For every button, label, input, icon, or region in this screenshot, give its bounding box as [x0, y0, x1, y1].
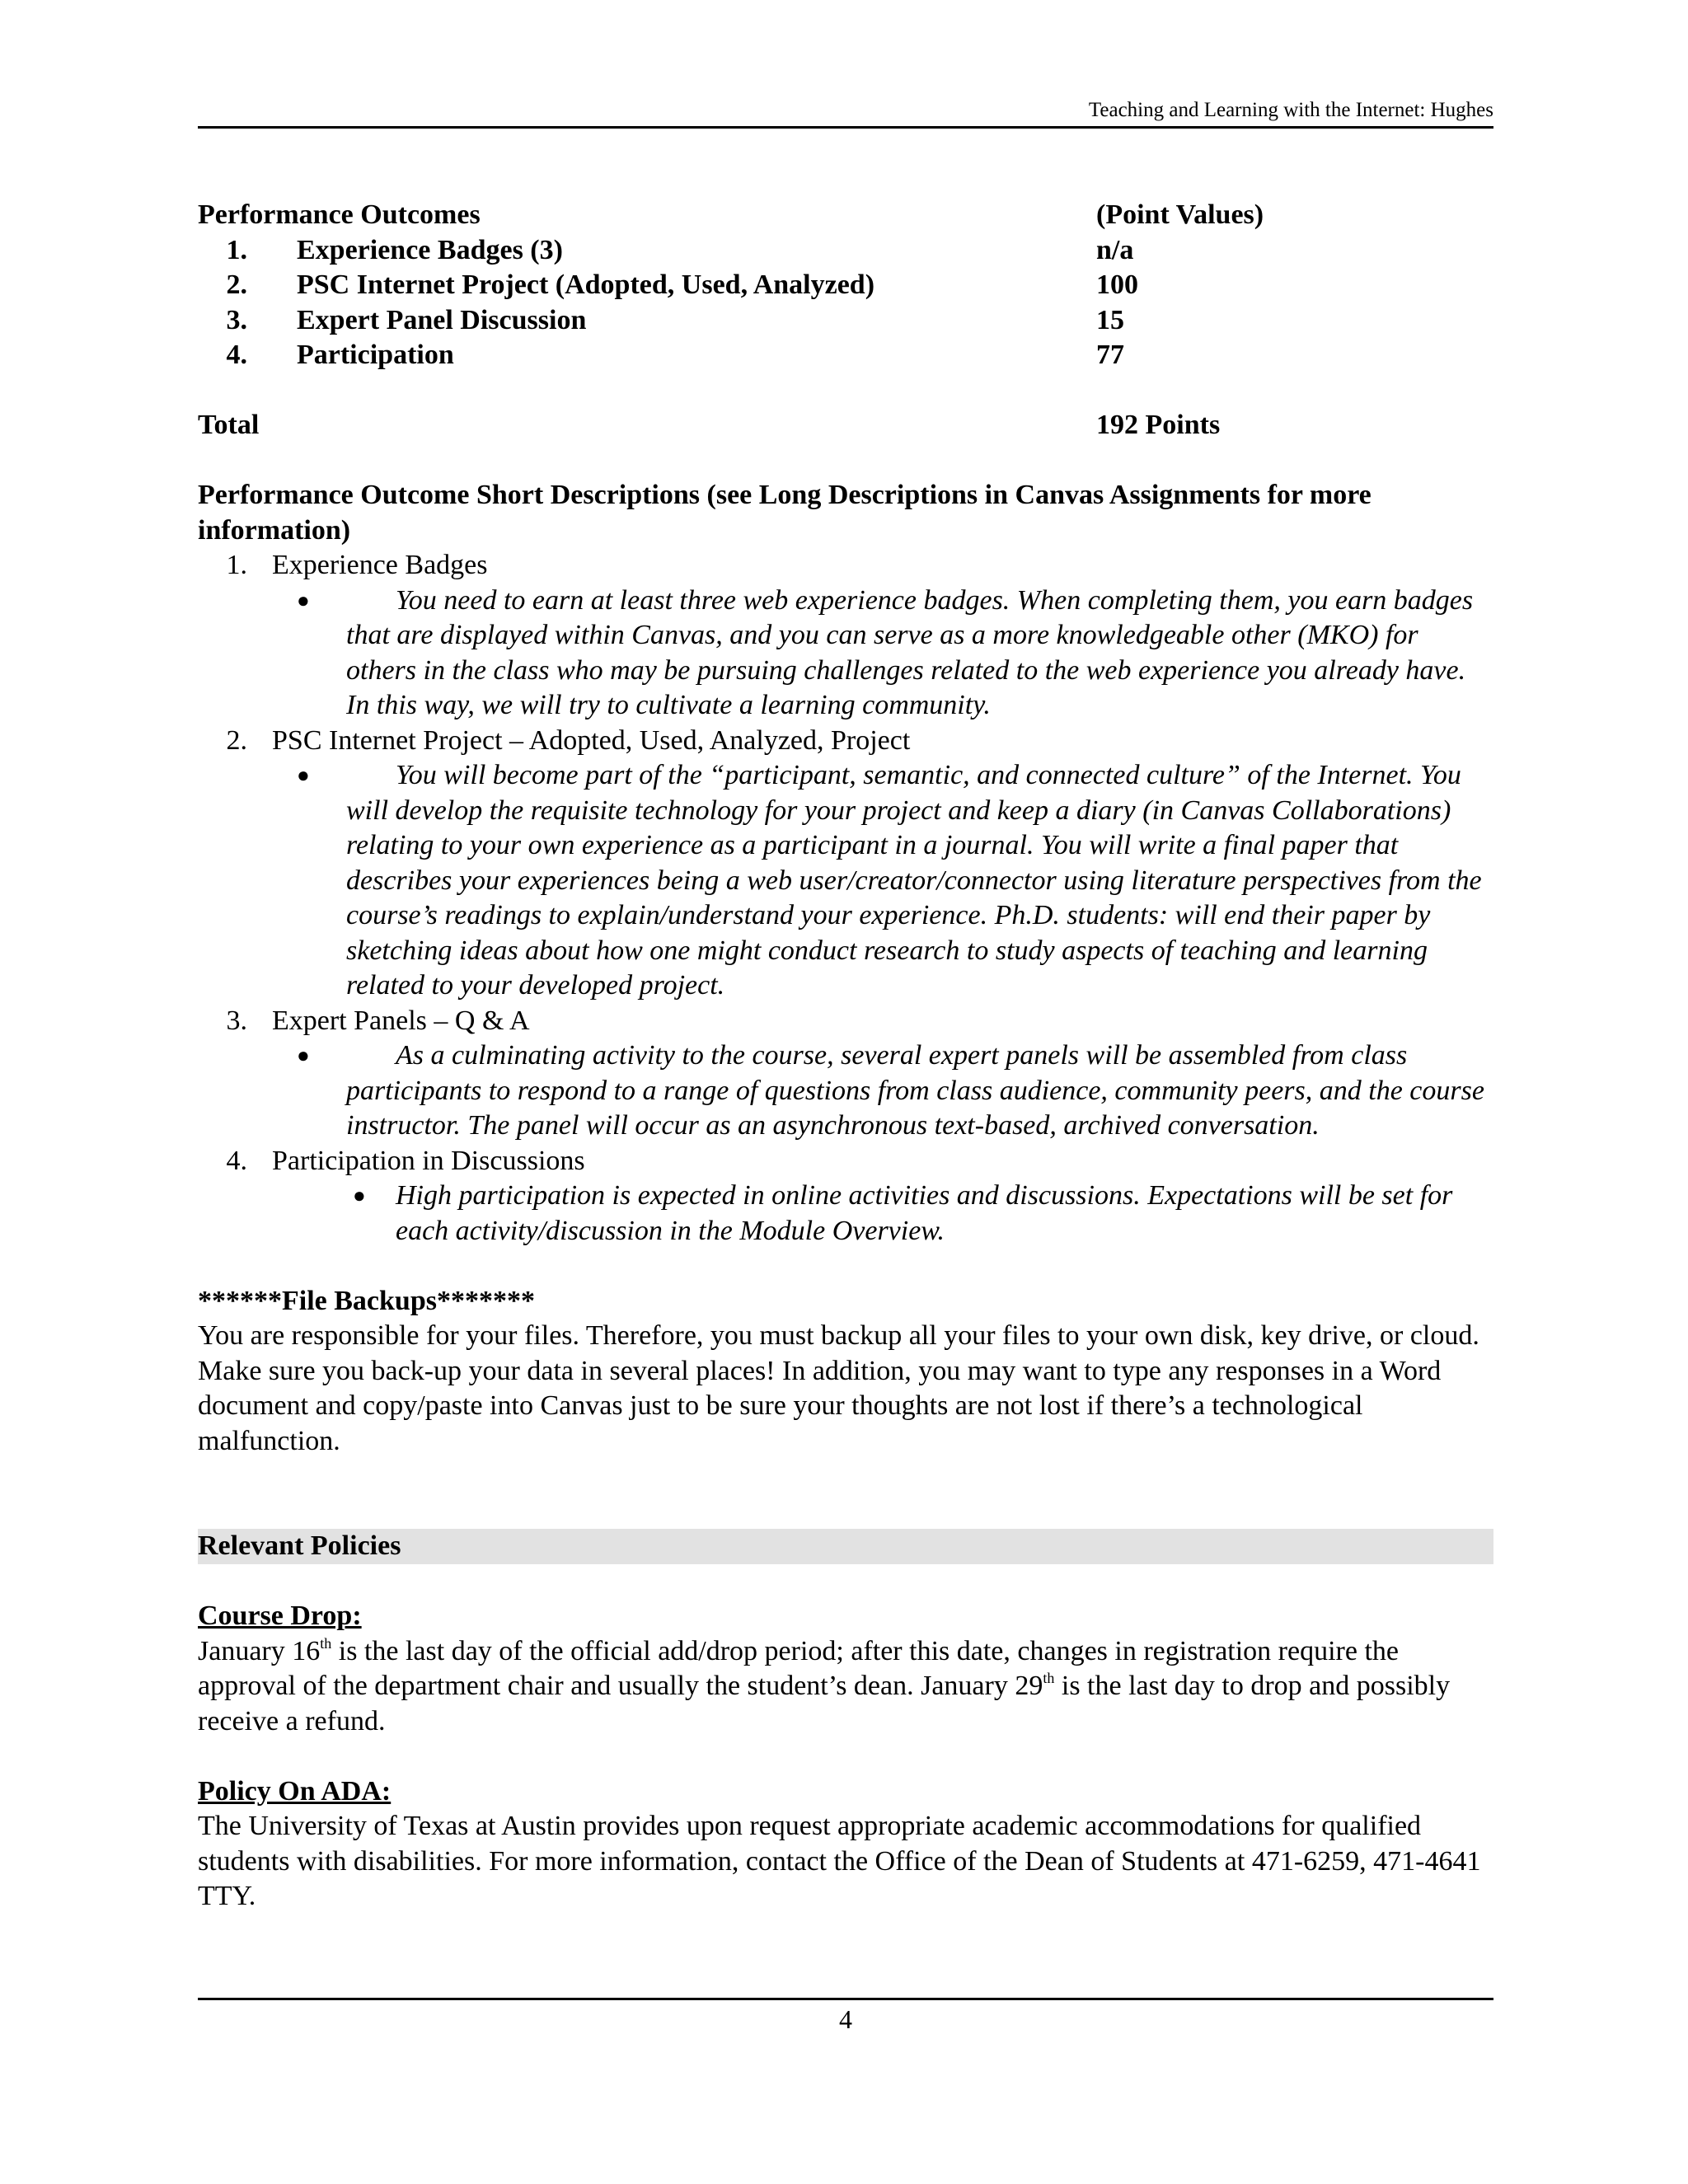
- outcome-row: [198, 268, 1493, 303]
- header-rule: [198, 126, 1493, 129]
- item-bullet: [198, 1179, 1493, 1249]
- total-label: Total: [198, 410, 260, 440]
- total-value: 192 Points: [1096, 410, 1221, 440]
- bullet-text: You need to earn at least three web experience badges. When completing them, you earn badges that are displayed within Canvas, and you can serve as a more knowledgeable other (MKO) for others in the class who may be pursuing challenges related to the web experience you already have. In this way, we will try to cultivate a learning community.: [346, 584, 1474, 720]
- outcome-row: [198, 338, 1493, 373]
- outcome-row: [198, 303, 1493, 339]
- outcome-points: 100: [1096, 269, 1138, 300]
- outcomes-heading: Performance Outcomes: [198, 199, 481, 230]
- item-bullet: [198, 583, 1493, 724]
- bullet-icon: ●: [297, 588, 310, 612]
- outcome-label: Participation: [297, 340, 454, 370]
- ada-body: The University of Texas at Austin provides upon request appropriate academic accommodations for qualified students with disabilities. For more information, contact the Office of the Dean of Students at 471-6259, 471-4641 TTY.: [198, 1811, 1481, 1911]
- item-title: Expert Panels – Q & A: [272, 1005, 530, 1036]
- ada-heading: Policy On ADA:: [198, 1775, 392, 1807]
- outcome-points: n/a: [1096, 234, 1134, 265]
- short-description-item: [198, 548, 1493, 724]
- course-drop-body: January 16th is the last day of the official add/drop period; after this date, changes in registration require the approval of the department chair and usually the student’s dean. January 29th is the last day to drop and possibly receive a refund.: [198, 1634, 1451, 1736]
- bullet-icon: ●: [353, 1183, 366, 1207]
- item-bullet: [198, 1038, 1493, 1144]
- backups-body: You are responsible for your files. Therefore, you must backup all your files to your own disk, key drive, or cloud. Make sure you back-up your data in several places! In addition, you may want to type any responses in a Word document and copy/paste into Canvas just to be sure your thoughts are not lost if there’s a technological malfunction.: [198, 1320, 1479, 1456]
- running-header: Teaching and Learning with the Internet: Hughes: [1088, 99, 1493, 121]
- short-descriptions-heading: Performance Outcome Short Descriptions (see Long Descriptions in Canvas Assignments for more information): [198, 480, 1372, 546]
- bullet-text: High participation is expected in online activities and discussions. Expectations will be set for each activity/discussion in the Module Overview.: [396, 1180, 1453, 1246]
- outcome-label: Expert Panel Discussion: [297, 304, 587, 335]
- outcome-points: 77: [1096, 340, 1124, 370]
- short-description-item: [198, 724, 1493, 1004]
- page-number: 4: [839, 2004, 852, 2034]
- footer-rule: [198, 1998, 1493, 2000]
- bullet-text: You will become part of the “participant, semantic, and connected culture” of the Internet. You will develop the requisite technology for your project and keep a diary (in Canvas Collaborations) relating to your own experience as a participant in a journal. You will write a final paper that describes your experiences being a web user/creator/connector using literature perspectives from the course’s readings to explain/understand your experience. Ph.D. students: will end their paper by sketching ideas about how one might conduct research to study aspects of teaching and learning related to your developed project.: [346, 760, 1482, 1001]
- outcome-row: [198, 233, 1493, 269]
- outcome-number: 4.: [226, 340, 247, 370]
- outcome-number: 1.: [226, 234, 247, 265]
- short-description-item: [198, 1144, 1493, 1249]
- outcomes-header-row: [198, 198, 1493, 233]
- item-title: Participation in Discussions: [272, 1145, 585, 1176]
- item-title: Experience Badges: [272, 550, 488, 580]
- course-drop-heading: Course Drop:: [198, 1601, 362, 1631]
- outcome-label: PSC Internet Project (Adopted, Used, Analyzed): [297, 269, 875, 300]
- policies-heading: Relevant Policies: [198, 1529, 1493, 1564]
- bullet-icon: ●: [297, 1043, 310, 1067]
- outcome-label: Experience Badges (3): [297, 234, 563, 265]
- item-title: PSC Internet Project – Adopted, Used, Analyzed, Project: [272, 724, 911, 756]
- total-row: [198, 408, 1493, 443]
- bullet-text: As a culminating activity to the course, several expert panels will be assembled from class participants to respond to a range of questions from class audience, community peers, and the course instructor. The panel will occur as an asynchronous text-based, archived conversation.: [346, 1040, 1484, 1141]
- item-number: 1.: [226, 550, 247, 580]
- outcome-points: 15: [1096, 304, 1124, 335]
- backups-heading: ******File Backups*******: [198, 1285, 535, 1316]
- short-description-item: [198, 1004, 1493, 1144]
- item-number: 2.: [226, 724, 247, 756]
- item-bullet: [198, 758, 1493, 1004]
- outcome-number: 2.: [226, 269, 247, 300]
- outcome-number: 3.: [226, 304, 247, 335]
- points-heading: (Point Values): [1096, 199, 1264, 230]
- item-number: 4.: [226, 1145, 247, 1176]
- item-number: 3.: [226, 1005, 247, 1036]
- bullet-icon: ●: [297, 763, 310, 787]
- page-content: [198, 198, 1493, 1915]
